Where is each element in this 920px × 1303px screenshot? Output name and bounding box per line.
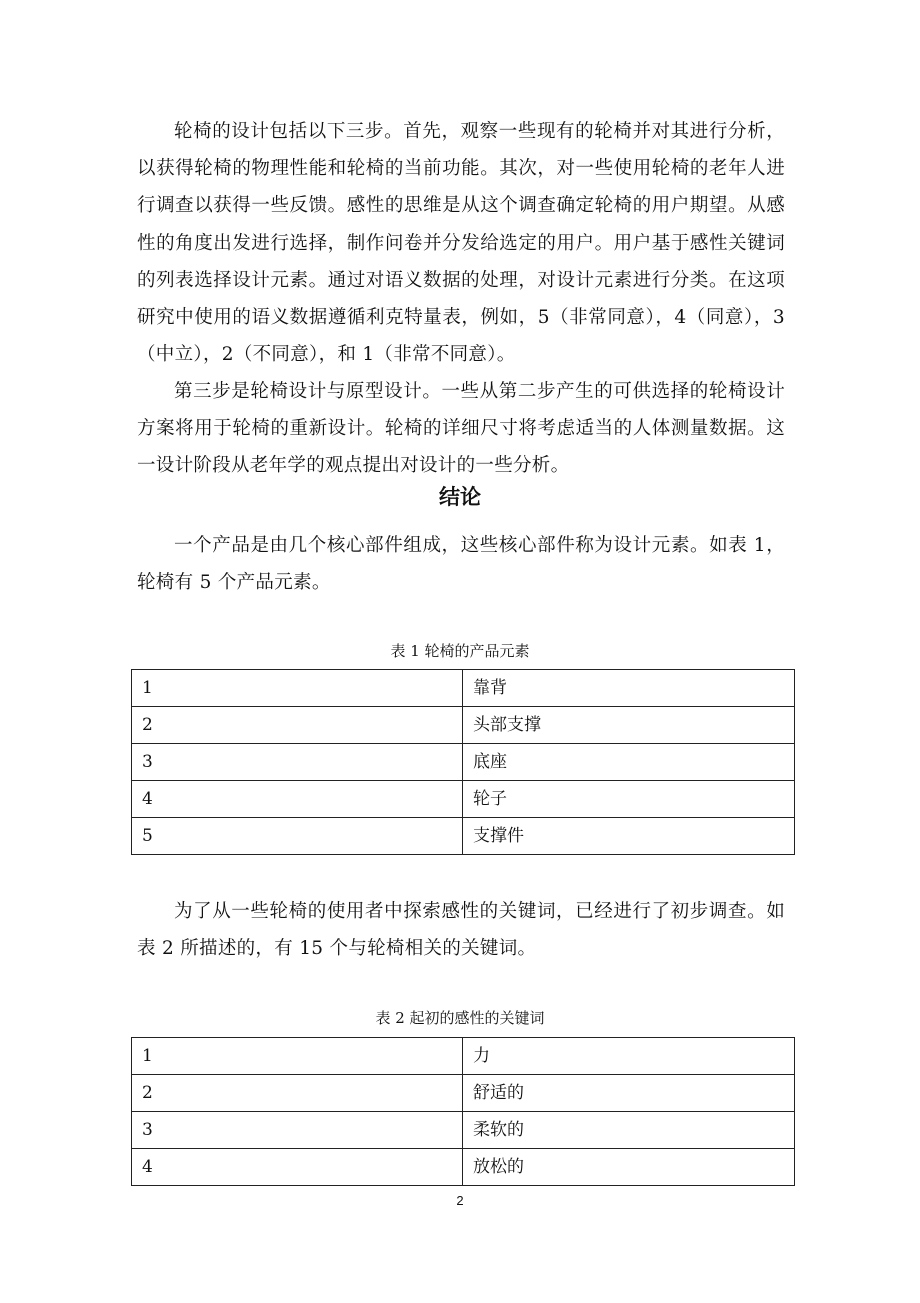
paragraph-design-steps: 轮椅的设计包括以下三步。首先，观察一些现有的轮椅并对其进行分析，以获得轮椅的物理性能和轮椅的当前功能。其次，对一些使用轮椅的老年人进行调查以获得一些反馈。感性的思维是从这个调查确定轮椅的用户期望。从感性的角度出发进行选择，制作问卷并分发给选定的用户。用户基于感性关键词的列表选择设计元素。通过对语义数据的处理，对设计元素进行分类。在这项研究中使用的语义数据遵循利克特量表，例如，5（非常同意），4（同意），3（中立），2（不同意），和 1（非常不同意）。 <box>137 121 785 366</box>
table-cell-number: 3 <box>132 1112 463 1149</box>
table-cell-number: 5 <box>132 818 463 855</box>
table-cell-element: 支撑件 <box>463 818 795 855</box>
table-cell-number: 4 <box>132 781 463 818</box>
page-number: 2 <box>456 1193 464 1208</box>
table-row <box>132 781 795 818</box>
table-cell-keyword: 柔软的 <box>463 1112 795 1149</box>
table-cell-element: 轮子 <box>463 781 795 818</box>
section-heading-conclusion: 结论 <box>439 485 481 509</box>
table-cell-number: 4 <box>132 1149 463 1186</box>
table-cell-number: 1 <box>132 1038 463 1075</box>
table-2-caption: 表 2 起初的感性的关键词 <box>375 1009 545 1027</box>
table-cell-element: 头部支撑 <box>463 707 795 744</box>
table-2-kansei-keywords <box>131 1037 795 1186</box>
table-cell-number: 2 <box>132 707 463 744</box>
paragraph-kansei-keywords: 为了从一些轮椅的使用者中探索感性的关键词，已经进行了初步调查。如表 2 所描述的，有 15 个与轮椅相关的关键词。 <box>137 901 785 960</box>
table-row <box>132 1149 795 1186</box>
table-cell-element: 靠背 <box>463 670 795 707</box>
table-cell-element: 底座 <box>463 744 795 781</box>
table-row <box>132 744 795 781</box>
table-row <box>132 1112 795 1149</box>
paragraph-prototype: 第三步是轮椅设计与原型设计。一些从第二步产生的可供选择的轮椅设计方案将用于轮椅的重新设计。轮椅的详细尺寸将考虑适当的人体测量数据。这一设计阶段从老年学的观点提出对设计的一些分析。 <box>137 381 785 477</box>
table-row <box>132 1075 795 1112</box>
table-row <box>132 670 795 707</box>
table-cell-keyword: 放松的 <box>463 1149 795 1186</box>
table-cell-keyword: 力 <box>463 1038 795 1075</box>
table-row <box>132 818 795 855</box>
table-1-product-elements <box>131 669 795 855</box>
table-row <box>132 1038 795 1075</box>
table-cell-number: 1 <box>132 670 463 707</box>
table-row <box>132 707 795 744</box>
table-cell-number: 3 <box>132 744 463 781</box>
table-1-caption: 表 1 轮椅的产品元素 <box>390 642 530 660</box>
table-cell-keyword: 舒适的 <box>463 1075 795 1112</box>
table-cell-number: 2 <box>132 1075 463 1112</box>
paragraph-product-elements: 一个产品是由几个核心部件组成，这些核心部件称为设计元素。如表 1，轮椅有 5 个产品元素。 <box>137 535 785 594</box>
